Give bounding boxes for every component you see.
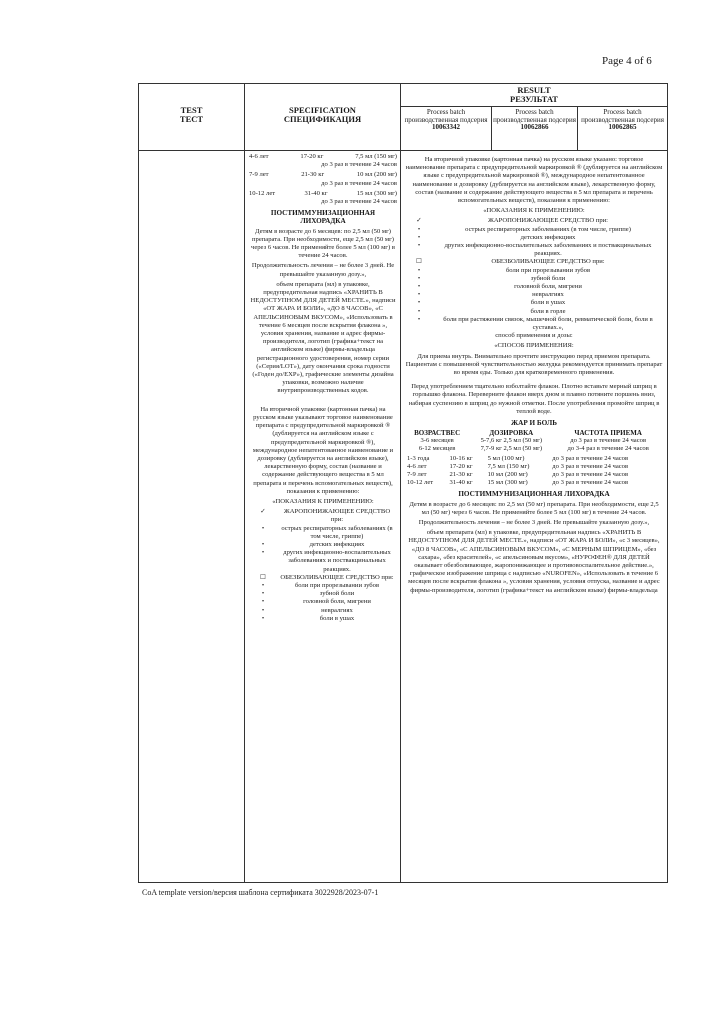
- list-item: • зубной боли: [261, 590, 355, 598]
- list-item: • острых респираторных заболеваниях (в том числе, гриппе): [417, 225, 631, 233]
- column-header: ВОЗРАСТВЕС: [414, 429, 461, 438]
- coa-table: [138, 83, 668, 883]
- list-item: • боли в горле: [417, 307, 566, 315]
- list-item: • боли при прорезывании зубов: [417, 266, 591, 274]
- spec-dosing-row: 4-6 лет 17-20 кг 7,5 мл (150 мг) до 3 раз в течение 24 часов: [249, 153, 397, 169]
- batch-3: Process batch производственная подсерия 10062865: [581, 108, 664, 132]
- result-shake-text: Перед употреблением тщательно взболтайте флакон. Плотно вставьте мерный шприц в горлышко флакона. Переверните флакон вверх дном и плавно потяните поршень вниз, набирая суспензию в шприц до нужной отметки. После употребления промойте шприц в теплой воде.: [408, 383, 660, 415]
- spec-post-title: ПОСТИММУНИЗАЦИОННАЯ ЛИХОРАДКА: [270, 209, 376, 226]
- spec-indications-title: «ПОКАЗАНИЯ К ПРИМЕНЕНИЮ:: [272, 497, 374, 505]
- spec-duration: Продолжительность лечения – не более 3 дней. Не превышайте указанную дозу.»,: [251, 262, 395, 278]
- result-post-text: Детям в возрасте до 6 месяцев: по 2,5 мл (50 мг) препарата. При необходимости, еще 2,5 мл (50 мг) через 6 часов. Не применяйте более 5 мл (100 мг) в течение 24 часов.: [409, 500, 659, 516]
- result-method-text: Для приема внутрь. Внимательно прочтите инструкцию перед приемом препарата. Пациентам с повышенной чувствительностью желудка рекомендуется принимать препарат во время еды. Только для кратковременного применения.: [405, 352, 663, 377]
- list-item: • острых респираторных заболеваниях (в том числе, гриппе): [261, 524, 393, 540]
- result-indications-title: «ПОКАЗАНИЯ К ПРИМЕНЕНИЮ:: [483, 207, 585, 215]
- column-header: ДОЗИРОВКА: [489, 429, 534, 438]
- list-item: • детских инфекциях: [417, 233, 576, 241]
- list-item: • боли при прорезывании зубов: [261, 581, 380, 589]
- list-item: • невралгиях: [417, 291, 564, 299]
- test-header: TEST ТЕСТ: [179, 105, 204, 124]
- batch-1: Process batch производственная подсерия 10063342: [404, 108, 488, 132]
- list-item: • зубной боли: [417, 274, 566, 282]
- result-dosing-table: [405, 429, 663, 453]
- batch-2: Process batch производственная подсерия 10062866: [493, 108, 576, 132]
- list-item: • боли в ушах: [417, 299, 566, 307]
- spec-post-text: Детям в возрасте до 6 месяцев: по 2,5 мл (50 мг) препарата. При необходимости, еще 2,5 мл (50 мг) через 6 часов. Не применяйте более 5 мл (100 мг) в течение 24 часов.: [251, 227, 395, 260]
- spec-dosing-row: 7-9 лет 21-30 кг 10 мл (200 мг) до 3 раз в течение 24 часов: [249, 171, 397, 187]
- column-header: ЧАСТОТА ПРИЕМА: [574, 429, 642, 438]
- list-item: • невралгиях: [261, 606, 353, 614]
- spec-secondary-text: На вторичной упаковке (картонная пачка) на русском языке указывают торговое наименование препарата с предупредительной маркировкой ® (дублируется на английском языке с предупредительной маркировкой ®), международное непатентованное наименование и дозировку (дублируется на английском языке), лекарственную форму, состав (название и содержание действующего вещества в 5 мл препарата и перечень вспомогательных веществ), показания к применению:: [252, 405, 394, 495]
- result-analgesic: ☐ ОБЕЗБОЛИВАЮЩЕЕ СРЕДСТВО при:: [416, 258, 605, 266]
- table-row: 7-9 лет 21-30 кг 10 мл (200 мг) до 3 раз в течение 24 часов: [407, 471, 629, 479]
- template-version-footer: CoA template version/версия шаблона сертификата 3022928/2023-07-1: [142, 888, 379, 897]
- result-post-title: ПОСТИММУНИЗАЦИОННАЯ ЛИХОРАДКА: [458, 490, 610, 499]
- table-row: 4-6 лет 17-20 кг 7,5 мл (150 мг) до 3 раз в течение 24 часов: [407, 463, 629, 471]
- result-intro: На вторичной упаковке (картонная пачка) на русском языке указано: торговое наименование препарата с предупредительной маркировкой ® (дублируется на английском языке с предупредительной маркировкой ®), международное непатентованное наименование и дозировку (дублируется на английском языке), лекарственную форму, состав (название и содержание действующего вещества в 5 мл препарата и перечень вспомогательных веществ), показания к применению:: [405, 156, 663, 205]
- result-method-title: «СПОСОБ ПРИМЕНЕНИЯ:: [494, 342, 574, 350]
- spec-dosing-row: 10-12 лет 31-40 кг 15 мл (300 мг) до 3 раз в течение 24 часов: [249, 189, 397, 206]
- result-column: [405, 156, 663, 880]
- table-row: 10-12 лет 31-40 кг 15 мл (300 мг) до 3 раз в течение 24 часов: [407, 479, 629, 487]
- result-fever-title: ЖАР И БОЛЬ: [511, 419, 557, 428]
- spec-antipyretic: ✓ ЖАРОПОНИЖАЮЩЕЕ СРЕДСТВО при:: [260, 508, 391, 524]
- list-item: • головной боли, мигрени: [417, 283, 582, 291]
- spec-package-text: объем препарата (мл) в упаковке, предупредительная надпись «ХРАНИТЬ В НЕДОСТУПНОМ ДЛЯ ДЕТЕЙ МЕСТЕ.», надписи «ОТ ЖАРА И БОЛИ», «ДО 8 ЧАСОВ», «С АПЕЛЬСИНОВЫМ ВКУСОМ», «Использовать в течение 6 месяцев после вскрытия флакона », условия хранения, название и адрес фирмы-производителя, логотип (графика+текст на английском языке) фирмы-владельца регистрационного удостоверения, номер серии («Серия/LOT»), дату окончания срока годности («Годен до/EXP»), графические элементы дизайна упаковки, возможно наличие внутрипроизводственных кодов.: [250, 280, 396, 395]
- spec-analgesic: ☐ ОБЕЗБОЛИВАЮЩЕЕ СРЕДСТВО при:: [260, 573, 394, 581]
- list-item: • головной боли, мигрени: [261, 598, 371, 606]
- result-header: RESULT РЕЗУЛЬТАТ: [510, 85, 558, 104]
- table-row: 3-6 месяцев 5-7,6 кг 2,5 мл (50 мг) до 3 раз в течение 24 часов: [420, 437, 647, 445]
- table-row: 1-3 года 10-16 кг 5 мл (100 мг) до 3 раз в течение 24 часов: [407, 455, 629, 463]
- list-item: • других инфекционно-воспалительных заболеваниях и поствакцинальных реакциях.: [417, 242, 652, 258]
- specification-header: SPECIFICATION СПЕЦИФИКАЦИЯ: [283, 105, 362, 124]
- list-item: • боли при растяжении связок, мышечной боли, ревматической боли, боли в суставах.»,: [417, 315, 653, 332]
- result-method-line: способ применения и дозы:: [495, 332, 573, 340]
- list-item: • детских инфекциях: [261, 540, 365, 548]
- specification-column: [249, 153, 397, 879]
- result-duration: Продолжительность лечения – не более 3 дней. Не превышайте указанную дозу.»,: [418, 518, 650, 526]
- result-antipyretic: ✓ ЖАРОПОНИЖАЮЩЕЕ СРЕДСТВО при:: [416, 217, 609, 225]
- list-item: • боли в ушах: [261, 614, 355, 622]
- result-dosing-table-2: [405, 455, 663, 487]
- page-number: Page 4 of 6: [602, 55, 652, 67]
- result-package-text: объем препарата (мл) в упаковке, предупредительная надпись «ХРАНИТЬ В НЕДОСТУПНОМ ДЛЯ ДЕТЕЙ МЕСТЕ.», надписи «ОТ ЖАРА И БОЛИ», «с 3 месяцев», «ДО 8 ЧАСОВ», «С АПЕЛЬСИНОВЫМ ВКУСОМ», «С МЕРНЫМ ШПРИЦЕМ», «без сахара», «без красителей», «с апельсиновым вкусом», «НУРОФЕН® ДЛЯ ДЕТЕЙ оказывает обезболивающее, жаропонижающее и противовоспалительное действие.», графическое изображение шприца с надписью «NUROFEN», «Использовать в течение 6 месяцев после вскрытия флакона », условия хранения, условия отпуска, название и адрес фирмы-производителя, логотип (графика+текст на английском языке) фирмы-владельца: [408, 529, 660, 594]
- table-row: 6-12 месяцев 7,7-9 кг 2,5 мл (50 мг) до 3-4 раз в течение 24 часов: [418, 445, 649, 453]
- list-item: • других инфекционно-воспалительных заболеваниях и поствакцинальных реакциях.: [261, 549, 391, 573]
